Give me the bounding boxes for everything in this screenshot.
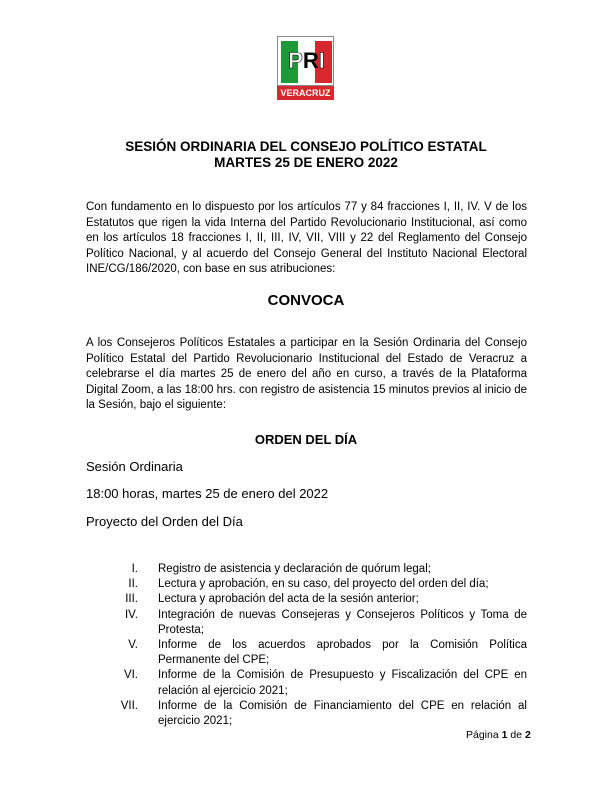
agenda-item — [86, 562, 527, 577]
agenda-number: VI. — [123, 669, 138, 682]
logo-letter-r: R — [302, 48, 319, 73]
agenda-text: Registro de asistencia y declaración de quórum legal; — [158, 563, 431, 575]
agenda-item — [86, 608, 527, 638]
document-title: SESIÓN ORDINARIA DEL CONSEJO POLÍTICO ESTATAL — [125, 139, 487, 154]
agenda-number: V. — [128, 639, 138, 652]
agenda-number: VII. — [120, 699, 138, 712]
body-paragraph: A los Consejeros Políticos Estatales a participar en la Sesión Ordinaria del Consejo Político Estatal del Partido Revolucionario Institucional del Estado de Veracruz a celebrarse el día martes 25 de enero del año en curso, a través de la Plataforma Digital Zoom, a las 18:00 hrs. con registro de asistencia 15 minutos previos al inicio de la Sesión, bajo el siguiente: — [86, 337, 527, 412]
project-label: Proyecto del Orden del Día — [86, 514, 243, 529]
page-current: 1 — [501, 729, 508, 741]
agenda-number: II. — [128, 578, 138, 591]
logo-state-label: VERACRUZ — [277, 86, 334, 100]
agenda-number: I. — [131, 563, 138, 575]
session-type: Sesión Ordinaria — [86, 459, 183, 474]
page-label: Página — [466, 729, 499, 741]
document-subtitle: MARTES 25 DE ENERO 2022 — [214, 155, 398, 170]
agenda-item — [86, 592, 527, 607]
session-time: 18:00 horas, martes 25 de enero del 2022 — [86, 486, 329, 501]
page-footer — [466, 729, 531, 741]
logo-letter-p: P — [288, 48, 303, 73]
agenda-list — [86, 562, 527, 729]
agenda-text: Informe de la Comisión de Presupuesto y Fiscalización del CPE en relación al ejercicio 2021; — [158, 669, 527, 697]
agenda-text: Informe de los acuerdos aprobados por la Comisión Política Permanente del CPE; — [158, 639, 527, 667]
agenda-item — [86, 699, 527, 729]
page-separator: de — [510, 729, 523, 741]
pri-veracruz-logo — [277, 36, 334, 101]
page-total: 2 — [525, 729, 531, 741]
agenda-number: IV. — [124, 608, 138, 621]
logo-letters — [278, 48, 335, 74]
agenda-number: III. — [125, 593, 138, 606]
agenda-text: Lectura y aprobación, en su caso, del proyecto del orden del día; — [158, 578, 489, 591]
agenda-text: Informe de la Comisión de Financiamiento del CPE en relación al ejercicio 2021; — [158, 699, 527, 728]
intro-paragraph: Con fundamento en lo dispuesto por los artículos 77 y 84 fracciones I, II, IV. V de los Estatutos que rigen la vida Interna del Partido Revolucionario Institucional, así como en los artículos 18 fracciones I, II, III, IV, VII, VIII y 22 del Reglamento del Consejo Político Nacional, y al acuerdo del Consejo General del Instituto Nacional Electoral INE/CG/186/2020, con base en sus atribuciones: — [86, 201, 527, 276]
logo-emblem — [277, 36, 334, 86]
logo-letter-i: I — [318, 48, 325, 73]
convoca-heading: CONVOCA — [267, 292, 345, 309]
orden-heading: ORDEN DEL DÍA — [254, 432, 358, 447]
agenda-text: Integración de nuevas Consejeras y Consejeros Políticos y Toma de Protesta; — [158, 608, 527, 636]
agenda-item — [86, 668, 527, 698]
agenda-item — [86, 638, 527, 668]
agenda-text: Lectura y aprobación del acta de la sesión anterior; — [158, 593, 419, 606]
agenda-item — [86, 577, 527, 592]
